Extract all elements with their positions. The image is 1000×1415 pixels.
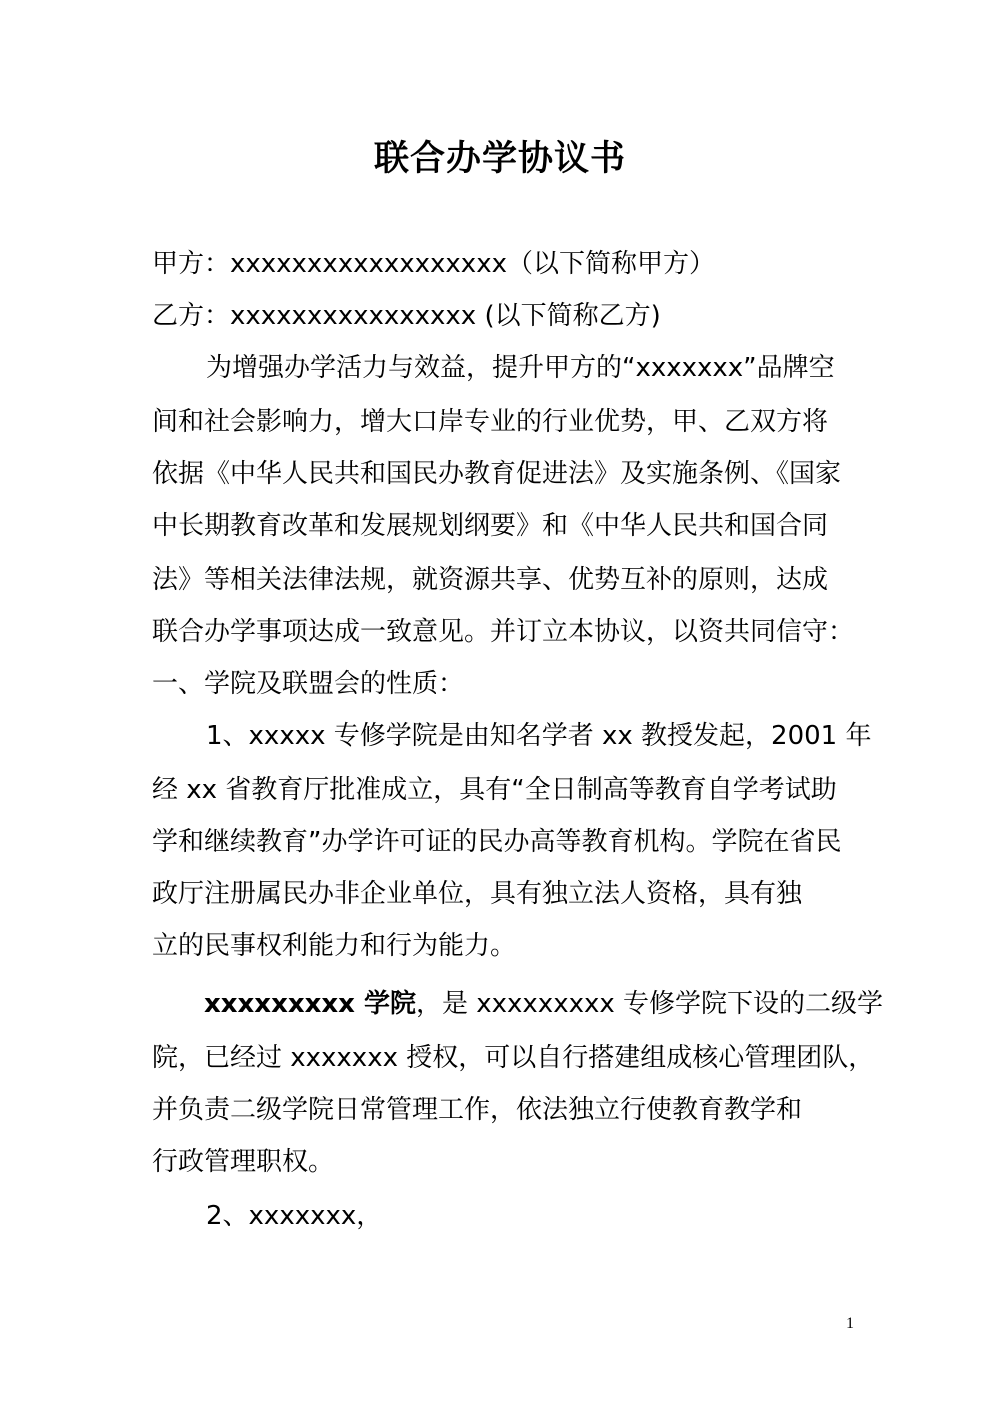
clause-text: ，是 xxxxxxxxx 专修学院下设的二级学 [416, 989, 884, 1019]
clause-line: 学和继续教育”办学许可证的民办高等教育机构。学院在省民 [152, 827, 842, 857]
page-number: 1 [846, 1315, 854, 1332]
intro-line: 中长期教育改革和发展规划纲要》和《中华人民共和国合同 [152, 511, 829, 541]
party-a-line: 甲方：xxxxxxxxxxxxxxxxxx（以下简称甲方） [152, 249, 715, 279]
intro-line: 法》等相关法律法规，就资源共享、优势互补的原则，达成 [152, 565, 829, 595]
clause-line: 政厅注册属民办非企业单位，具有独立法人资格，具有独 [152, 879, 803, 909]
intro-line: 间和社会影响力，增大口岸专业的行业优势，甲、乙双方将 [152, 407, 829, 437]
college-name: xxxxxxxxx 学院 [204, 989, 416, 1019]
clause-line: 2、xxxxxxx， [206, 1201, 383, 1231]
clause-line: 行政管理职权。 [152, 1147, 335, 1177]
section-heading: 一、学院及联盟会的性质： [152, 669, 465, 699]
intro-line: 联合办学事项达成一致意见。并订立本协议，以资共同信守： [152, 617, 855, 647]
intro-line: 依据《中华人民共和国民办教育促进法》及实施条例、《国家 [152, 459, 842, 489]
party-b-line: 乙方：xxxxxxxxxxxxxxxx (以下简称乙方) [152, 301, 661, 331]
clause-line [204, 984, 883, 1024]
clause-line: 院，已经过 xxxxxxx 授权，可以自行搭建组成核心管理团队， [152, 1043, 875, 1073]
intro-line: 为增强办学活力与效益，提升甲方的“xxxxxxx”品牌空 [206, 353, 835, 383]
clause-line: 经 xx 省教育厅批准成立，具有“全日制高等教育自学考试助 [152, 775, 837, 805]
clause-line: 1、xxxxx 专修学院是由知名学者 xx 教授发起，2001 年 [206, 721, 872, 751]
document-title: 联合办学协议书 [373, 139, 626, 179]
clause-line: 并负责二级学院日常管理工作，依法独立行使教育教学和 [152, 1095, 803, 1125]
clause-line: 立的民事权利能力和行为能力。 [152, 931, 517, 961]
